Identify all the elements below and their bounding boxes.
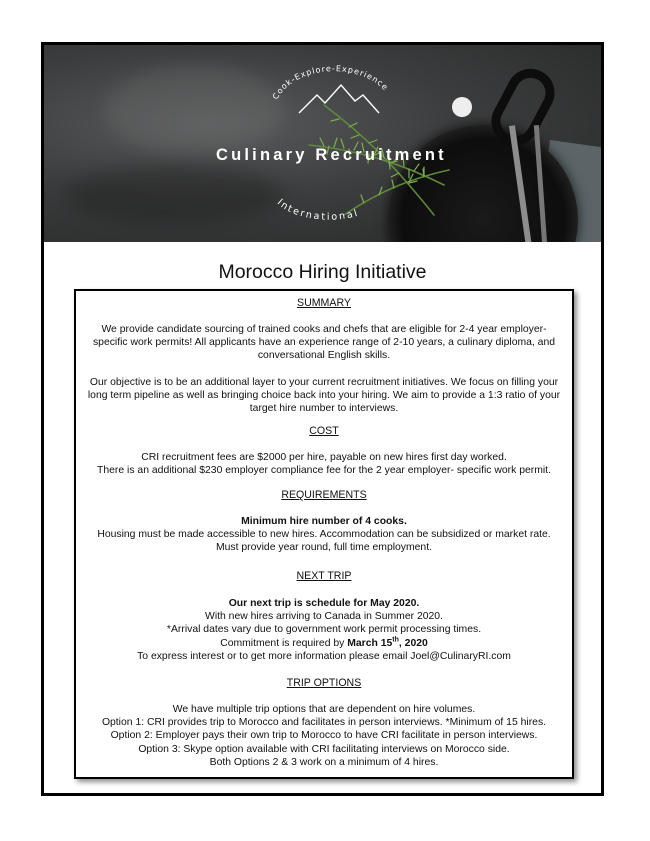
garlic-image bbox=[452, 97, 472, 117]
requirements-text: Minimum hire number of 4 cooks. Housing must be made accessible to new hires. Accommodation can be subsidized or market rate. Must provide year round, full time employment. bbox=[97, 516, 551, 554]
contact-email-line: To express interest or to get more information please email Joel@CulinaryRI.com bbox=[137, 650, 511, 662]
summary-heading: SUMMARY bbox=[297, 297, 351, 309]
logo-mountain-icon bbox=[259, 55, 409, 115]
header-banner-image bbox=[44, 45, 601, 242]
svg-text:International bbox=[275, 197, 361, 223]
trip-options-text: We have multiple trip options that are dependent on hire volumes. Option 1: CRI provides trip to Morocco and facilitates in person interviews. *Minimum of 15 hires. Option 2: Employer pays their own trip to Morocco to have CRI facilitate in person interviews. Option 3: Skype option available with CRI facilitating interviews on Morocco side. Both Options 2 & 3 work on a minimum of 4 hires. bbox=[101, 704, 547, 768]
brand-sub-text: International bbox=[274, 197, 361, 223]
page-title: Morocco Hiring Initiative bbox=[218, 261, 427, 283]
banner-texture-shadow bbox=[64, 165, 284, 225]
flyer-frame bbox=[41, 42, 604, 796]
commitment-line: Commitment is required by March 15th, 2020 bbox=[220, 636, 428, 649]
brand-sub-arc bbox=[269, 195, 389, 235]
cost-text: CRI recruitment fees are $2000 per hire, payable on new hires first day worked. There is an additional $230 employer compliance fee for the 2 year employer- specific work permit. bbox=[97, 452, 551, 477]
trip-options-heading: TRIP OPTIONS bbox=[286, 677, 362, 689]
requirements-heading: REQUIREMENTS bbox=[281, 489, 367, 501]
content-box bbox=[74, 289, 574, 779]
next-trip-heading: NEXT TRIP bbox=[296, 570, 352, 582]
next-trip-text: Our next trip is schedule for May 2020. With new hires arriving to Canada in Summer 2020. *Arrival dates vary due to government work permit processing times. Commitment is required by March 15th, 2020 To express interest or to get more information please email Joel@CulinaryRI.com bbox=[86, 597, 562, 663]
brand-name: Culinary Recruitment bbox=[216, 146, 447, 164]
svg-text:Cook-Explore-Experience bbox=[271, 64, 390, 101]
summary-paragraph-1: We provide candidate sourcing of trained cooks and chefs that are eligible for 2-4 year employer- specific work permits! All applicants have an experience range of 2-10 years, a culinary diploma, and conversational English skills. bbox=[92, 324, 556, 362]
cost-heading: COST bbox=[309, 425, 339, 437]
logo-arc-text: Cook-Explore-Experience bbox=[270, 64, 391, 102]
summary-paragraph-2: Our objective is to be an additional layer to your current recruitment initiatives. We focus on filling your long term pipeline as well as bringing choice back into your hiring. We aim to provide a 1:3 ratio of your target hire number to interviews. bbox=[87, 377, 561, 415]
banner-texture bbox=[104, 65, 284, 155]
